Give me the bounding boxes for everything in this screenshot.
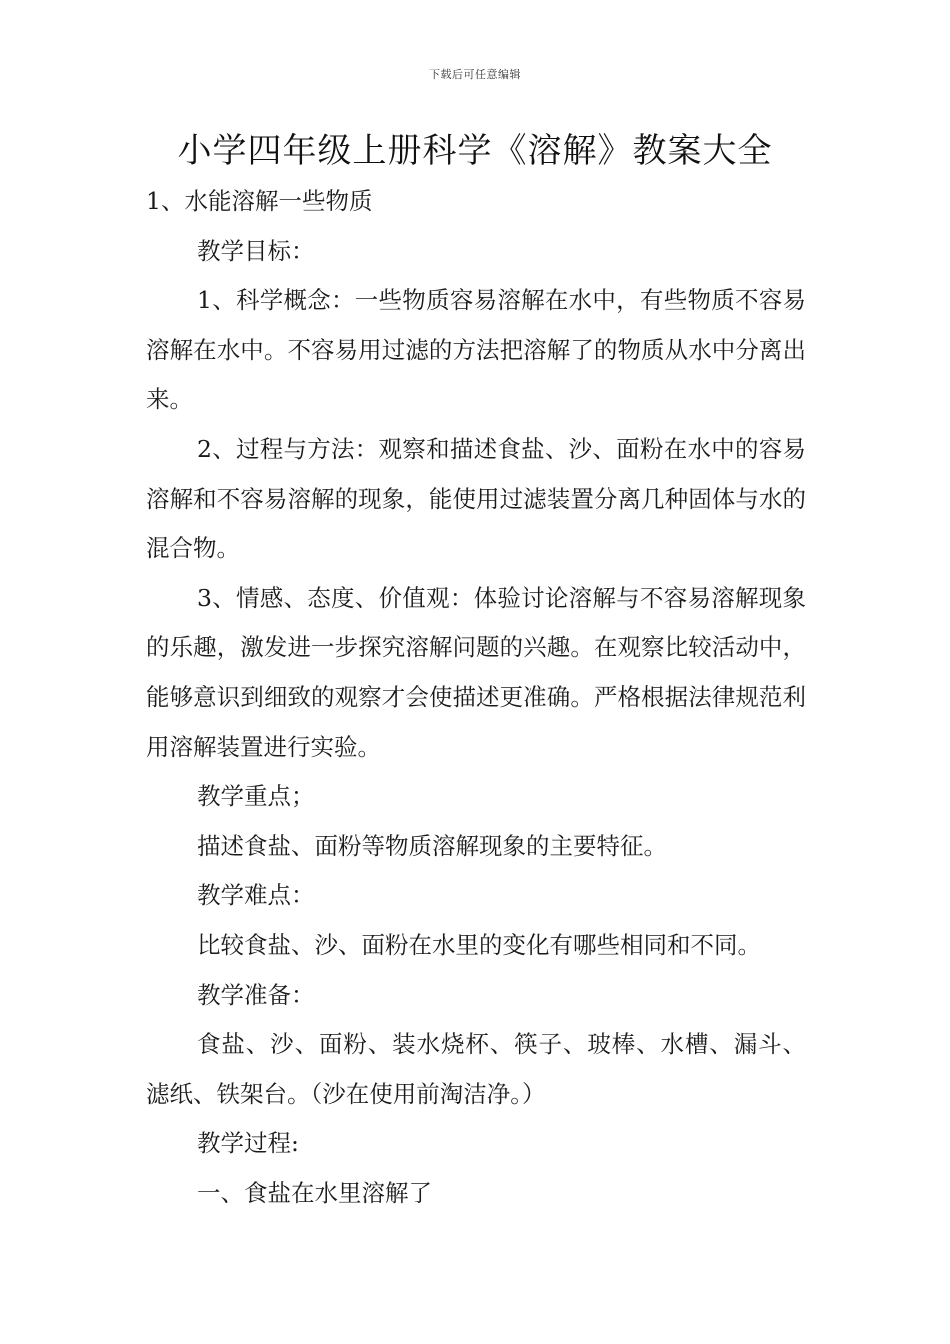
- paragraph-difficulty-heading: 教学难点：: [197, 881, 315, 910]
- document-body: [146, 177, 806, 1218]
- paragraph-difficulty: 比较食盐、沙、面粉在水里的变化有哪些相同和不同。: [197, 930, 761, 959]
- paragraph-goal-2: 2、过程与方法：观察和描述食盐、沙、面粉在水中的容易溶解和不容易溶解的现象，能使用过滤装置分离几种固体与水的混合物。: [146, 434, 806, 563]
- header-note: 下载后可任意编辑: [429, 68, 521, 81]
- paragraph-preparation: 食盐、沙、面粉、装水烧杯、筷子、玻棒、水槽、漏斗、滤纸、铁架台。（沙在使用前淘洁净。）: [146, 1030, 806, 1108]
- section-heading: 1、水能溶解一些物质: [146, 187, 373, 215]
- document-title: 小学四年级上册科学《溶解》教案大全: [177, 131, 773, 171]
- paragraph-goal-3: 3、情感、态度、价值观：体验讨论溶解与不容易溶解现象的乐趣，激发进一步探究溶解问题的兴趣。在观察比较活动中，能够意识到细致的观察才会使描述更准确。严格根据法律规范利用溶解装置进行实验。: [146, 583, 806, 761]
- paragraph-key-points: 描述食盐、面粉等物质溶解现象的主要特征。: [197, 831, 667, 860]
- paragraph-process-heading: 教学过程:: [197, 1129, 299, 1158]
- paragraph-process-step-1: 一、食盐在水里溶解了: [197, 1178, 432, 1207]
- paragraph-teaching-goals-heading: 教学目标：: [197, 236, 315, 265]
- paragraph-goal-1: 1、科学概念：一些物质容易溶解在水中，有些物质不容易溶解在水中。不容易用过滤的方法把溶解了的物质从水中分离出来。: [146, 286, 806, 414]
- paragraph-key-points-heading: 教学重点；: [197, 782, 315, 811]
- paragraph-preparation-heading: 教学准备：: [197, 980, 315, 1009]
